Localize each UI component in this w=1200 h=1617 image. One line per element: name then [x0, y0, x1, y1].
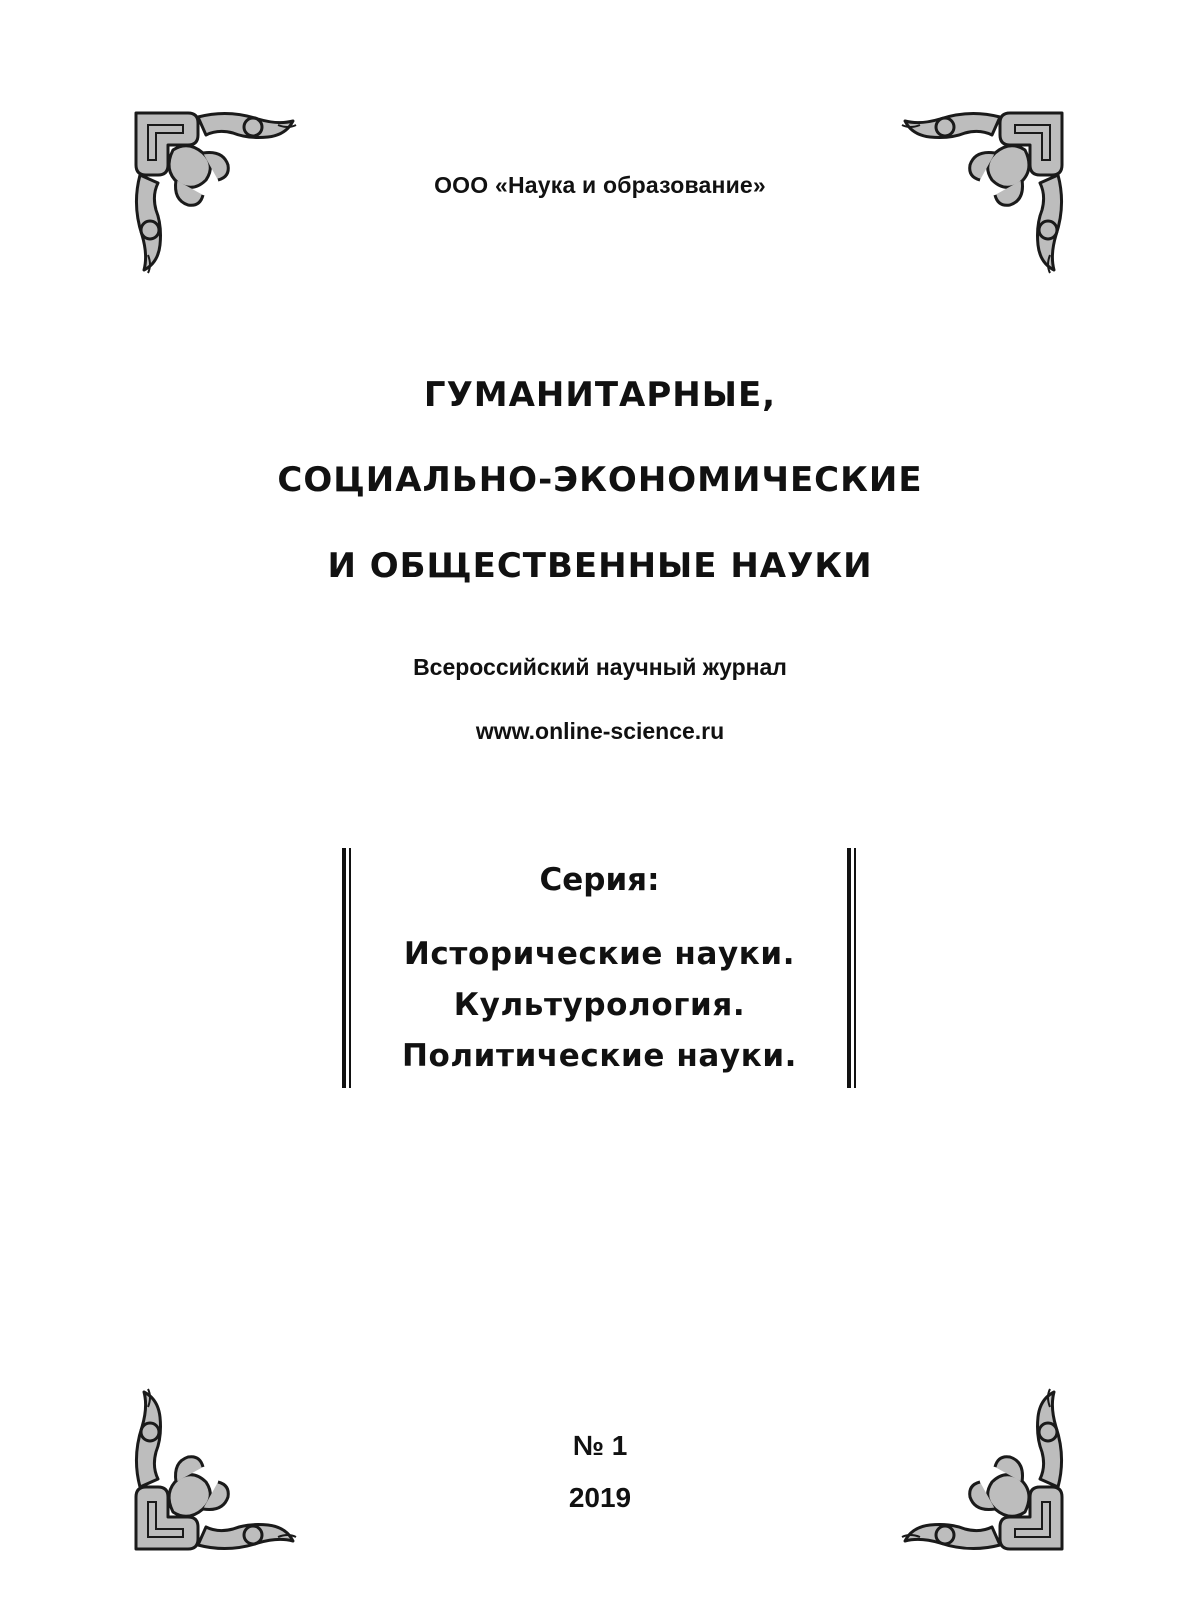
- journal-title-line-1: ГУМАНИТАРНЫЕ,: [423, 375, 777, 415]
- corner-ornament-bottom-left-icon: [128, 1382, 303, 1557]
- corner-ornament-bottom-right-icon: [895, 1382, 1070, 1557]
- series-box: [342, 848, 857, 1088]
- corner-ornament-svg: [128, 1382, 303, 1557]
- issue-year: 2019: [568, 1482, 632, 1513]
- journal-subtitle: Всероссийский научный журнал: [413, 654, 787, 680]
- journal-website: www.online-science.ru: [475, 718, 725, 744]
- series-item: Политические науки.: [401, 1038, 798, 1074]
- publisher-name: ООО «Наука и образование»: [434, 172, 766, 198]
- series-item: Культурология.: [453, 987, 746, 1023]
- corner-ornament-svg: [895, 1382, 1070, 1557]
- journal-title-line-2: СОЦИАЛЬНО-ЭКОНОМИЧЕСКИЕ: [277, 460, 923, 500]
- journal-title-line-3: И ОБЩЕСТВЕННЫЕ НАУКИ: [327, 546, 873, 586]
- issue-number: № 1: [572, 1430, 628, 1461]
- series-label: Серия:: [539, 862, 660, 898]
- series-item: Исторические науки.: [403, 936, 796, 972]
